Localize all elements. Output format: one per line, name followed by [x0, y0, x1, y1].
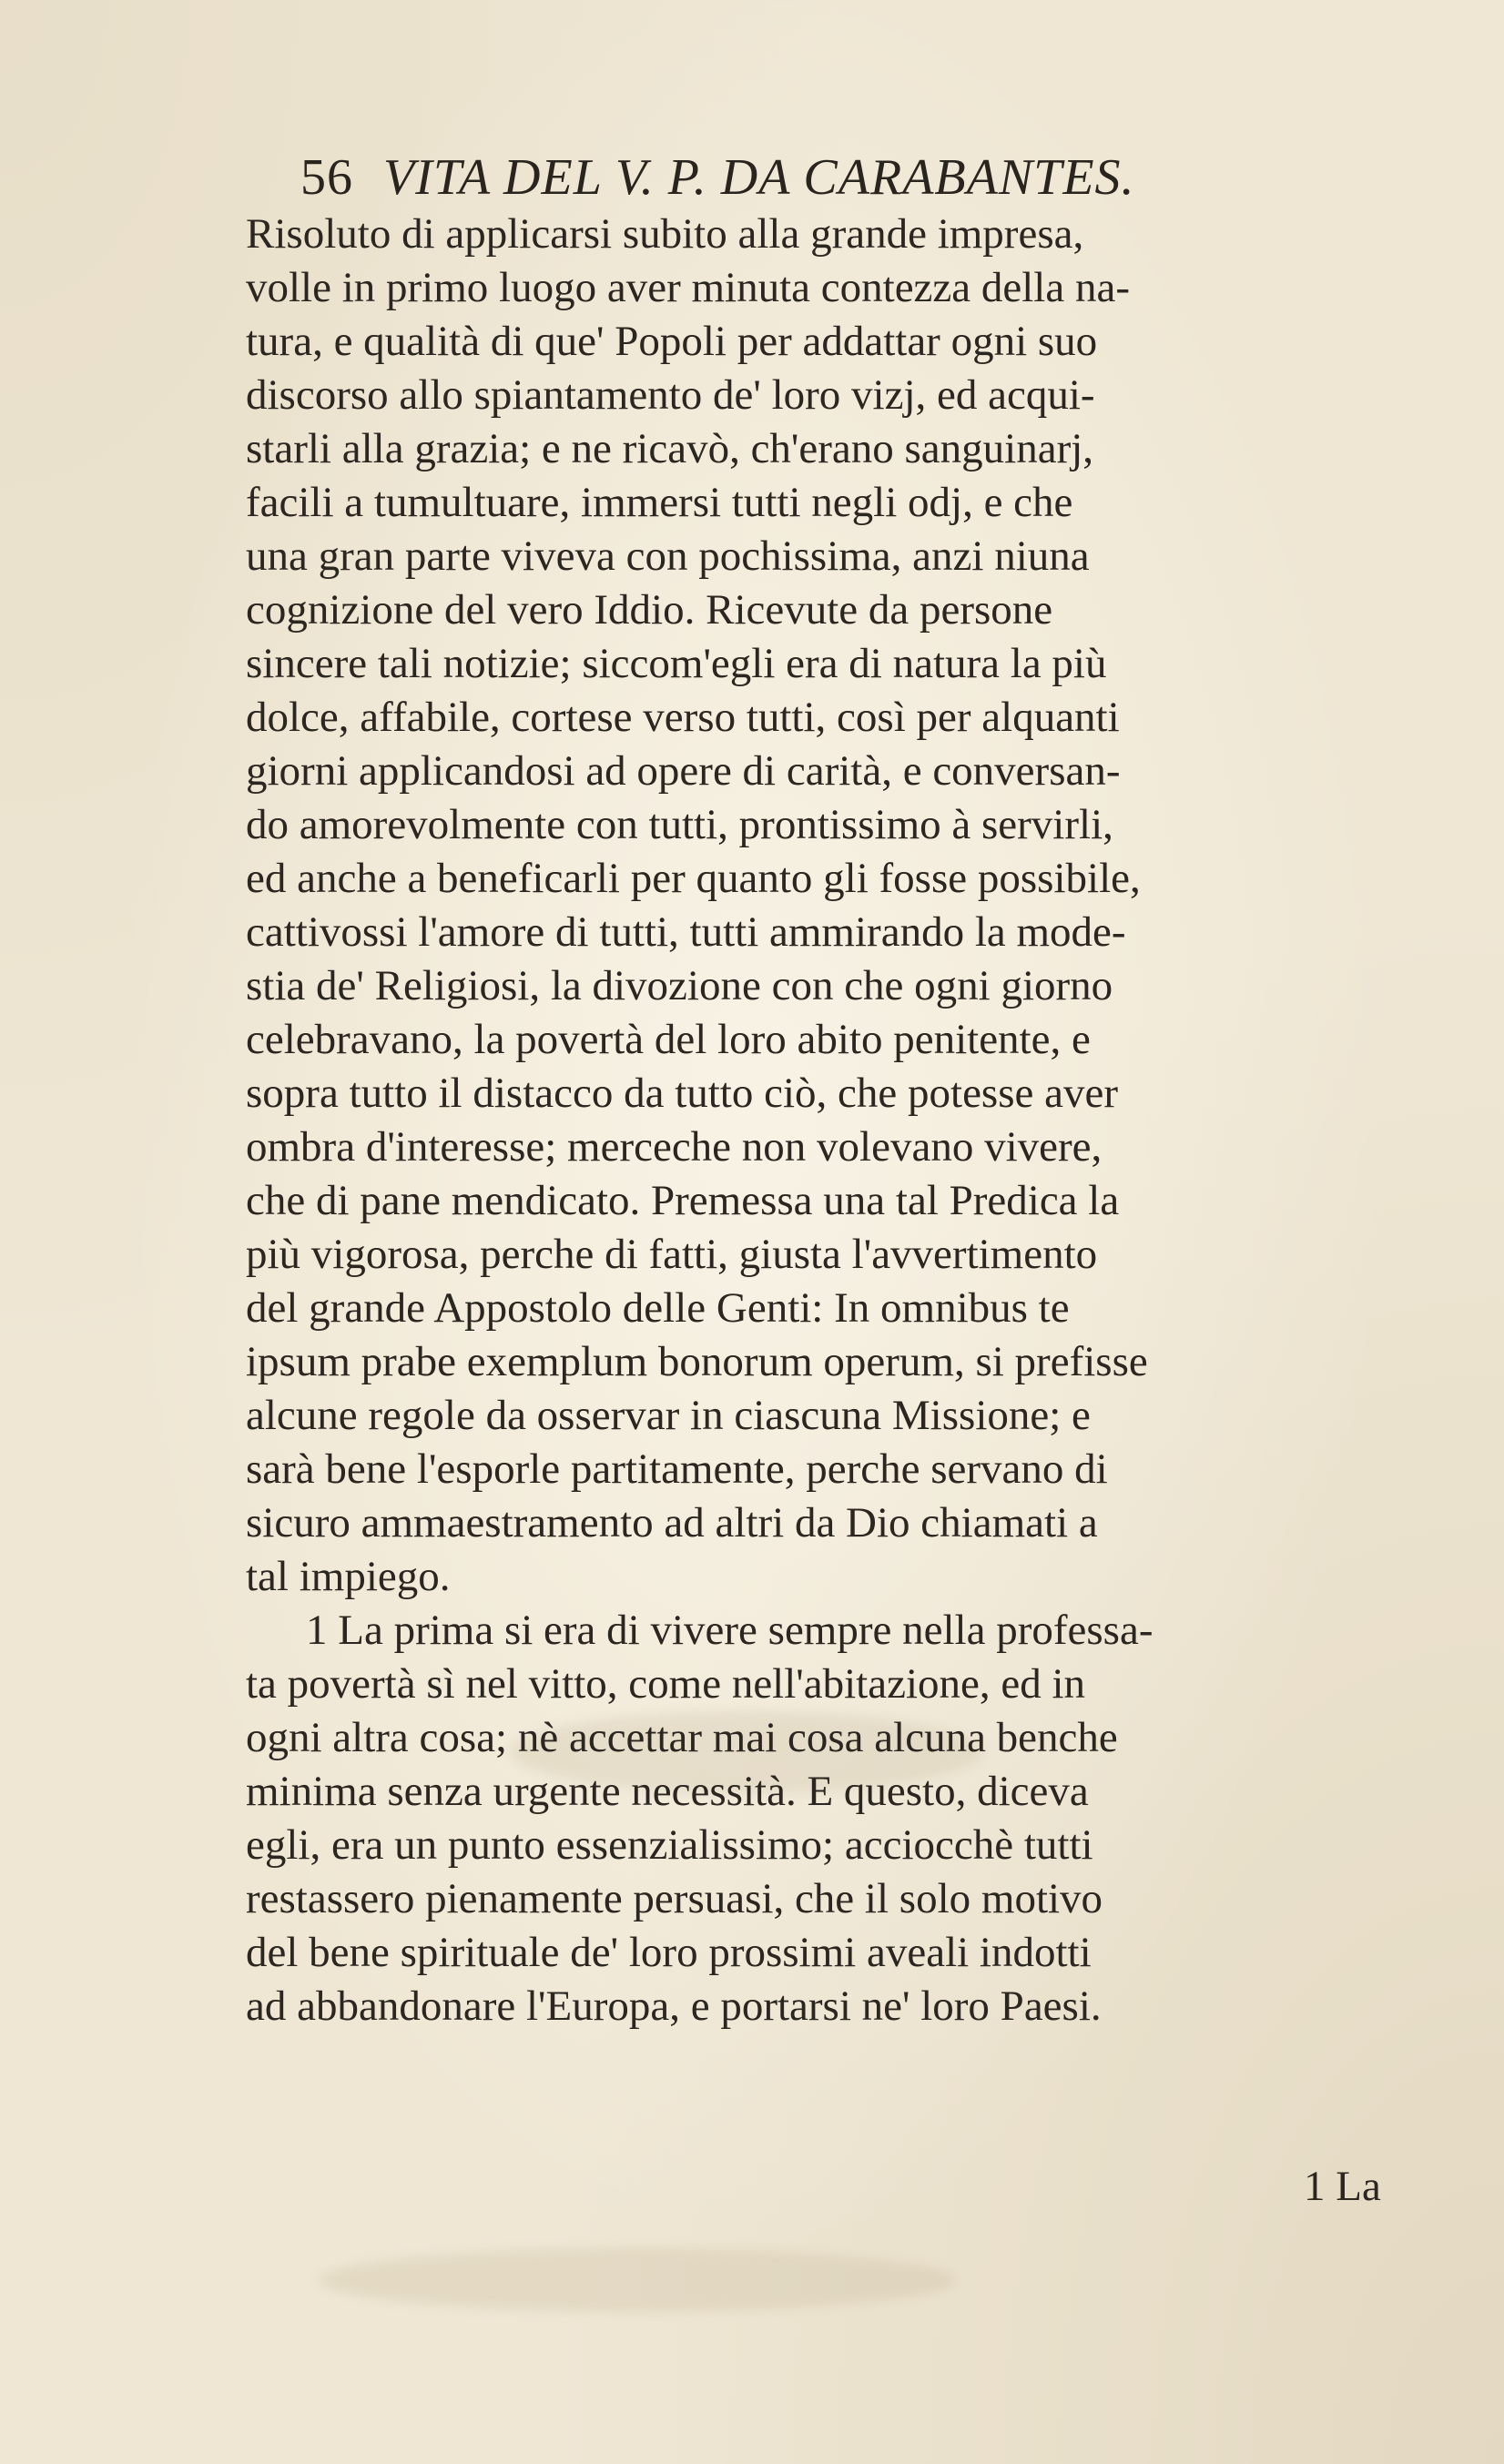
- text-line: minima senza urgente necessità. E questo, diceva: [246, 1768, 1089, 1815]
- text-line: che di pane mendicato. Premessa una tal Predica la: [246, 1177, 1120, 1224]
- text-line: ogni altra cosa; nè accettar mai cosa alcuna benche: [246, 1714, 1118, 1761]
- text-line: alcune regole da osservar in ciascuna Missione; e: [246, 1392, 1091, 1439]
- text-line: tura, e qualità di que' Popoli per addattar ogni suo: [246, 318, 1098, 365]
- text-line: restassero pienamente persuasi, che il solo motivo: [246, 1875, 1103, 1922]
- text-line: cognizione del vero Iddio. Ricevute da persone: [246, 586, 1053, 634]
- text-line: dolce, affabile, cortese verso tutti, così per alquanti: [246, 694, 1120, 741]
- text-line: volle in primo luogo aver minuta contezza della na-: [246, 264, 1130, 311]
- text-line: del bene spirituale de' loro prossimi aveali indotti: [246, 1929, 1092, 1976]
- text-line: del grande Appostolo delle Genti: In omnibus te: [246, 1284, 1070, 1332]
- text-line: ad abbandonare l'Europa, e portarsi ne' loro Paesi.: [246, 1982, 1102, 2030]
- text-line: celebravano, la povertà del loro abito penitente, e: [246, 1016, 1091, 1063]
- text-line: sopra tutto il distacco da tutto ciò, che potesse aver: [246, 1070, 1118, 1117]
- page-number: 56: [300, 149, 353, 206]
- running-title: VITA DEL V. P. DA CARABANTES.: [383, 149, 1135, 206]
- text-line: ipsum prabe exemplum bonorum operum, si prefisse: [246, 1338, 1148, 1385]
- text-line: 1 La prima si era di vivere sempre nella professa-: [306, 1607, 1153, 1654]
- text-line: cattivossi l'amore di tutti, tutti ammirando la mode-: [246, 908, 1126, 956]
- text-line: sarà bene l'esporle partitamente, perche servano di: [246, 1445, 1108, 1493]
- text-line: giorni applicandosi ad opere di carità, e conversan-: [246, 747, 1121, 795]
- text-line: egli, era un punto essenzialissimo; acciocchè tutti: [246, 1821, 1093, 1869]
- page-header: [300, 146, 1484, 209]
- paper-stain: [319, 2248, 956, 2312]
- text-line: discorso allo spiantamento de' loro vizj, ed acqui-: [246, 371, 1095, 419]
- text-line: una gran parte viveva con pochissima, anzi niuna: [246, 532, 1090, 580]
- text-line: facili a tumultuare, immersi tutti negli odj, e che: [246, 479, 1073, 526]
- text-line: do amorevolmente con tutti, prontissimo à servirli,: [246, 801, 1113, 848]
- text-line: ed anche a beneficarli per quanto gli fosse possibile,: [246, 855, 1141, 902]
- text-line: tal impiego.: [246, 1553, 451, 1600]
- text-line: ta povertà sì nel vitto, come nell'abitazione, ed in: [246, 1660, 1086, 1708]
- text-line: ombra d'interesse; merceche non volevano vivere,: [246, 1123, 1103, 1171]
- text-line: starli alla grazia; e ne ricavò, ch'erano sanguinarj,: [246, 425, 1094, 472]
- text-line: stia de' Religiosi, la divozione con che ogni giorno: [246, 962, 1113, 1009]
- catchword: 1 La: [1304, 2163, 1381, 2210]
- text-line: Risoluto di applicarsi subito alla grande impresa,: [246, 210, 1084, 258]
- body-text: [246, 208, 1484, 2033]
- text-line: sicuro ammaestramento ad altri da Dio chiamati a: [246, 1499, 1098, 1546]
- text-line: più vigorosa, perche di fatti, giusta l'avvertimento: [246, 1231, 1098, 1278]
- text-line: sincere tali notizie; siccom'egli era di natura la più: [246, 640, 1107, 687]
